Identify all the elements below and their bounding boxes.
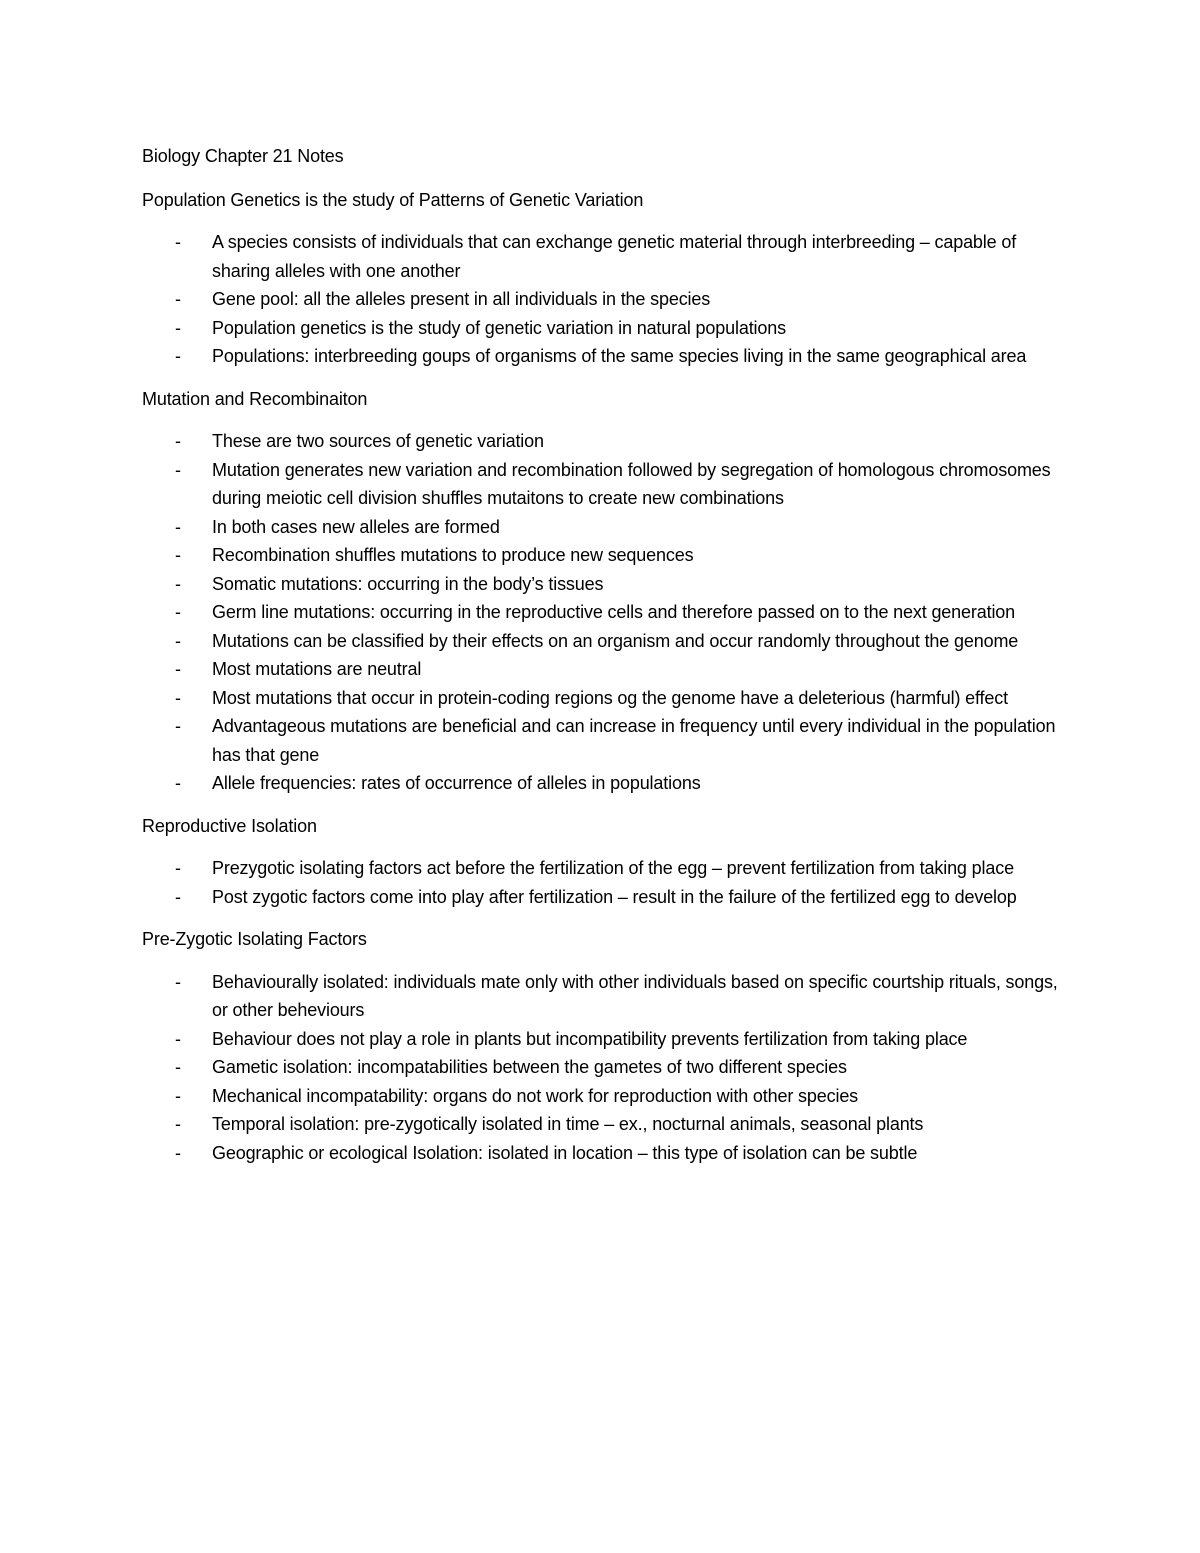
bullet-text: Germ line mutations: occurring in the reproductive cells and therefore passed on to the next generation [212, 602, 1016, 622]
bullet-item [142, 769, 1072, 798]
bullet-dash-marker: - [175, 317, 181, 338]
bullet-item [142, 968, 1072, 1025]
bullet-dash-marker: - [175, 630, 181, 651]
document-page [142, 142, 1072, 1181]
bullet-dash-marker: - [175, 1142, 181, 1163]
bullet-item [142, 1082, 1072, 1111]
bullet-text: Temporal isolation: pre-zygotically isolated in time – ex., nocturnal animals, seasonal plants [212, 1114, 924, 1134]
bullet-text: Behaviourally isolated: individuals mate only with other individuals based on specific courtship rituals, songs, or other beheviours [212, 971, 1058, 1020]
bullet-dash-marker: - [175, 1028, 181, 1049]
bullet-item [142, 854, 1072, 883]
bullet-list [142, 427, 1072, 798]
bullet-text: Gene pool: all the alleles present in all individuals in the species [212, 289, 711, 309]
bullet-list [142, 854, 1072, 911]
bullet-dash-marker: - [175, 1057, 181, 1077]
bullet-dash-marker: - [175, 431, 181, 451]
bullet-text: Most mutations that occur in protein-coding regions og the genome have a deleterious (harmful) effect [212, 687, 1008, 708]
bullet-item [142, 314, 1072, 343]
bullet-text: Behaviour does not play a role in plants but incompatibility prevents fertilization from taking place [212, 1028, 968, 1049]
bullet-text: A species consists of individuals that can exchange genetic material through interbreeding – capable of sharing alleles with one another [212, 232, 1017, 281]
bullet-text: Post zygotic factors come into play after fertilization – result in the failure of the fertilized egg to develop [212, 886, 1017, 907]
bullet-list [142, 968, 1072, 1168]
bullet-dash-marker: - [175, 971, 181, 992]
bullet-text: These are two sources of genetic variation [212, 431, 544, 451]
document-sections [142, 186, 1072, 1168]
bullet-dash-marker: - [175, 602, 181, 622]
document-title: Biology Chapter 21 Notes [142, 146, 344, 166]
bullet-item [142, 285, 1072, 314]
bullet-item [142, 541, 1072, 570]
bullet-text: Allele frequencies: rates of occurrence of alleles in populations [212, 773, 701, 793]
bullet-text: Mutation generates new variation and recombination followed by segregation of homologous chromosomes during meiotic cell division shuffles mutaitons to create new combinations [212, 459, 1051, 508]
bullet-item [142, 883, 1072, 912]
bullet-text: Population genetics is the study of genetic variation in natural populations [212, 317, 786, 338]
section-heading: Pre-Zygotic Isolating Factors [142, 929, 367, 949]
bullet-dash-marker: - [175, 687, 181, 708]
bullet-item [142, 228, 1072, 285]
bullet-item [142, 684, 1072, 713]
bullet-text: Gametic isolation: incompatabilities between the gametes of two different species [212, 1057, 847, 1077]
bullet-item [142, 1025, 1072, 1054]
section-heading: Reproductive Isolation [142, 815, 317, 836]
bullet-text: Most mutations are neutral [212, 659, 422, 679]
bullet-item [142, 427, 1072, 456]
bullet-item [142, 513, 1072, 542]
bullet-text: Populations: interbreeding goups of organisms of the same species living in the same geographical area [212, 346, 1027, 366]
bullet-item [142, 342, 1072, 371]
bullet-item [142, 598, 1072, 627]
bullet-item [142, 627, 1072, 656]
bullet-dash-marker: - [175, 858, 181, 878]
bullet-text: In both cases new alleles are formed [212, 516, 500, 537]
bullet-item [142, 712, 1072, 769]
bullet-dash-marker: - [175, 516, 181, 537]
section-heading: Population Genetics is the study of Patterns of Genetic Variation [142, 189, 644, 210]
bullet-dash-marker: - [175, 289, 181, 309]
bullet-text: Advantageous mutations are beneficial and can increase in frequency until every individual in the population has that gene [212, 716, 1056, 765]
bullet-dash-marker: - [175, 773, 181, 793]
bullet-dash-marker: - [175, 886, 181, 907]
bullet-dash-marker: - [175, 716, 181, 736]
bullet-dash-marker: - [175, 1114, 181, 1134]
bullet-item [142, 1053, 1072, 1082]
bullet-text: Mechanical incompatability: organs do not work for reproduction with other species [212, 1085, 859, 1106]
bullet-item [142, 655, 1072, 684]
bullet-dash-marker: - [175, 545, 181, 565]
bullet-text: Somatic mutations: occurring in the body’s tissues [212, 573, 604, 594]
bullet-dash-marker: - [175, 573, 181, 594]
bullet-dash-marker: - [175, 659, 181, 679]
bullet-list [142, 228, 1072, 371]
bullet-item [142, 1110, 1072, 1139]
bullet-text: Prezygotic isolating factors act before the fertilization of the egg – prevent fertilization from taking place [212, 858, 1014, 878]
bullet-dash-marker: - [175, 232, 181, 252]
bullet-dash-marker: - [175, 1085, 181, 1106]
bullet-item [142, 456, 1072, 513]
bullet-text: Geographic or ecological Isolation: isolated in location – this type of isolation can be subtle [212, 1142, 918, 1163]
bullet-dash-marker: - [175, 459, 181, 480]
bullet-dash-marker: - [175, 346, 181, 366]
bullet-text: Mutations can be classified by their effects on an organism and occur randomly throughout the genome [212, 630, 1019, 651]
bullet-text: Recombination shuffles mutations to produce new sequences [212, 545, 694, 565]
bullet-item [142, 1139, 1072, 1168]
bullet-item [142, 570, 1072, 599]
section-heading: Mutation and Recombinaiton [142, 388, 368, 409]
